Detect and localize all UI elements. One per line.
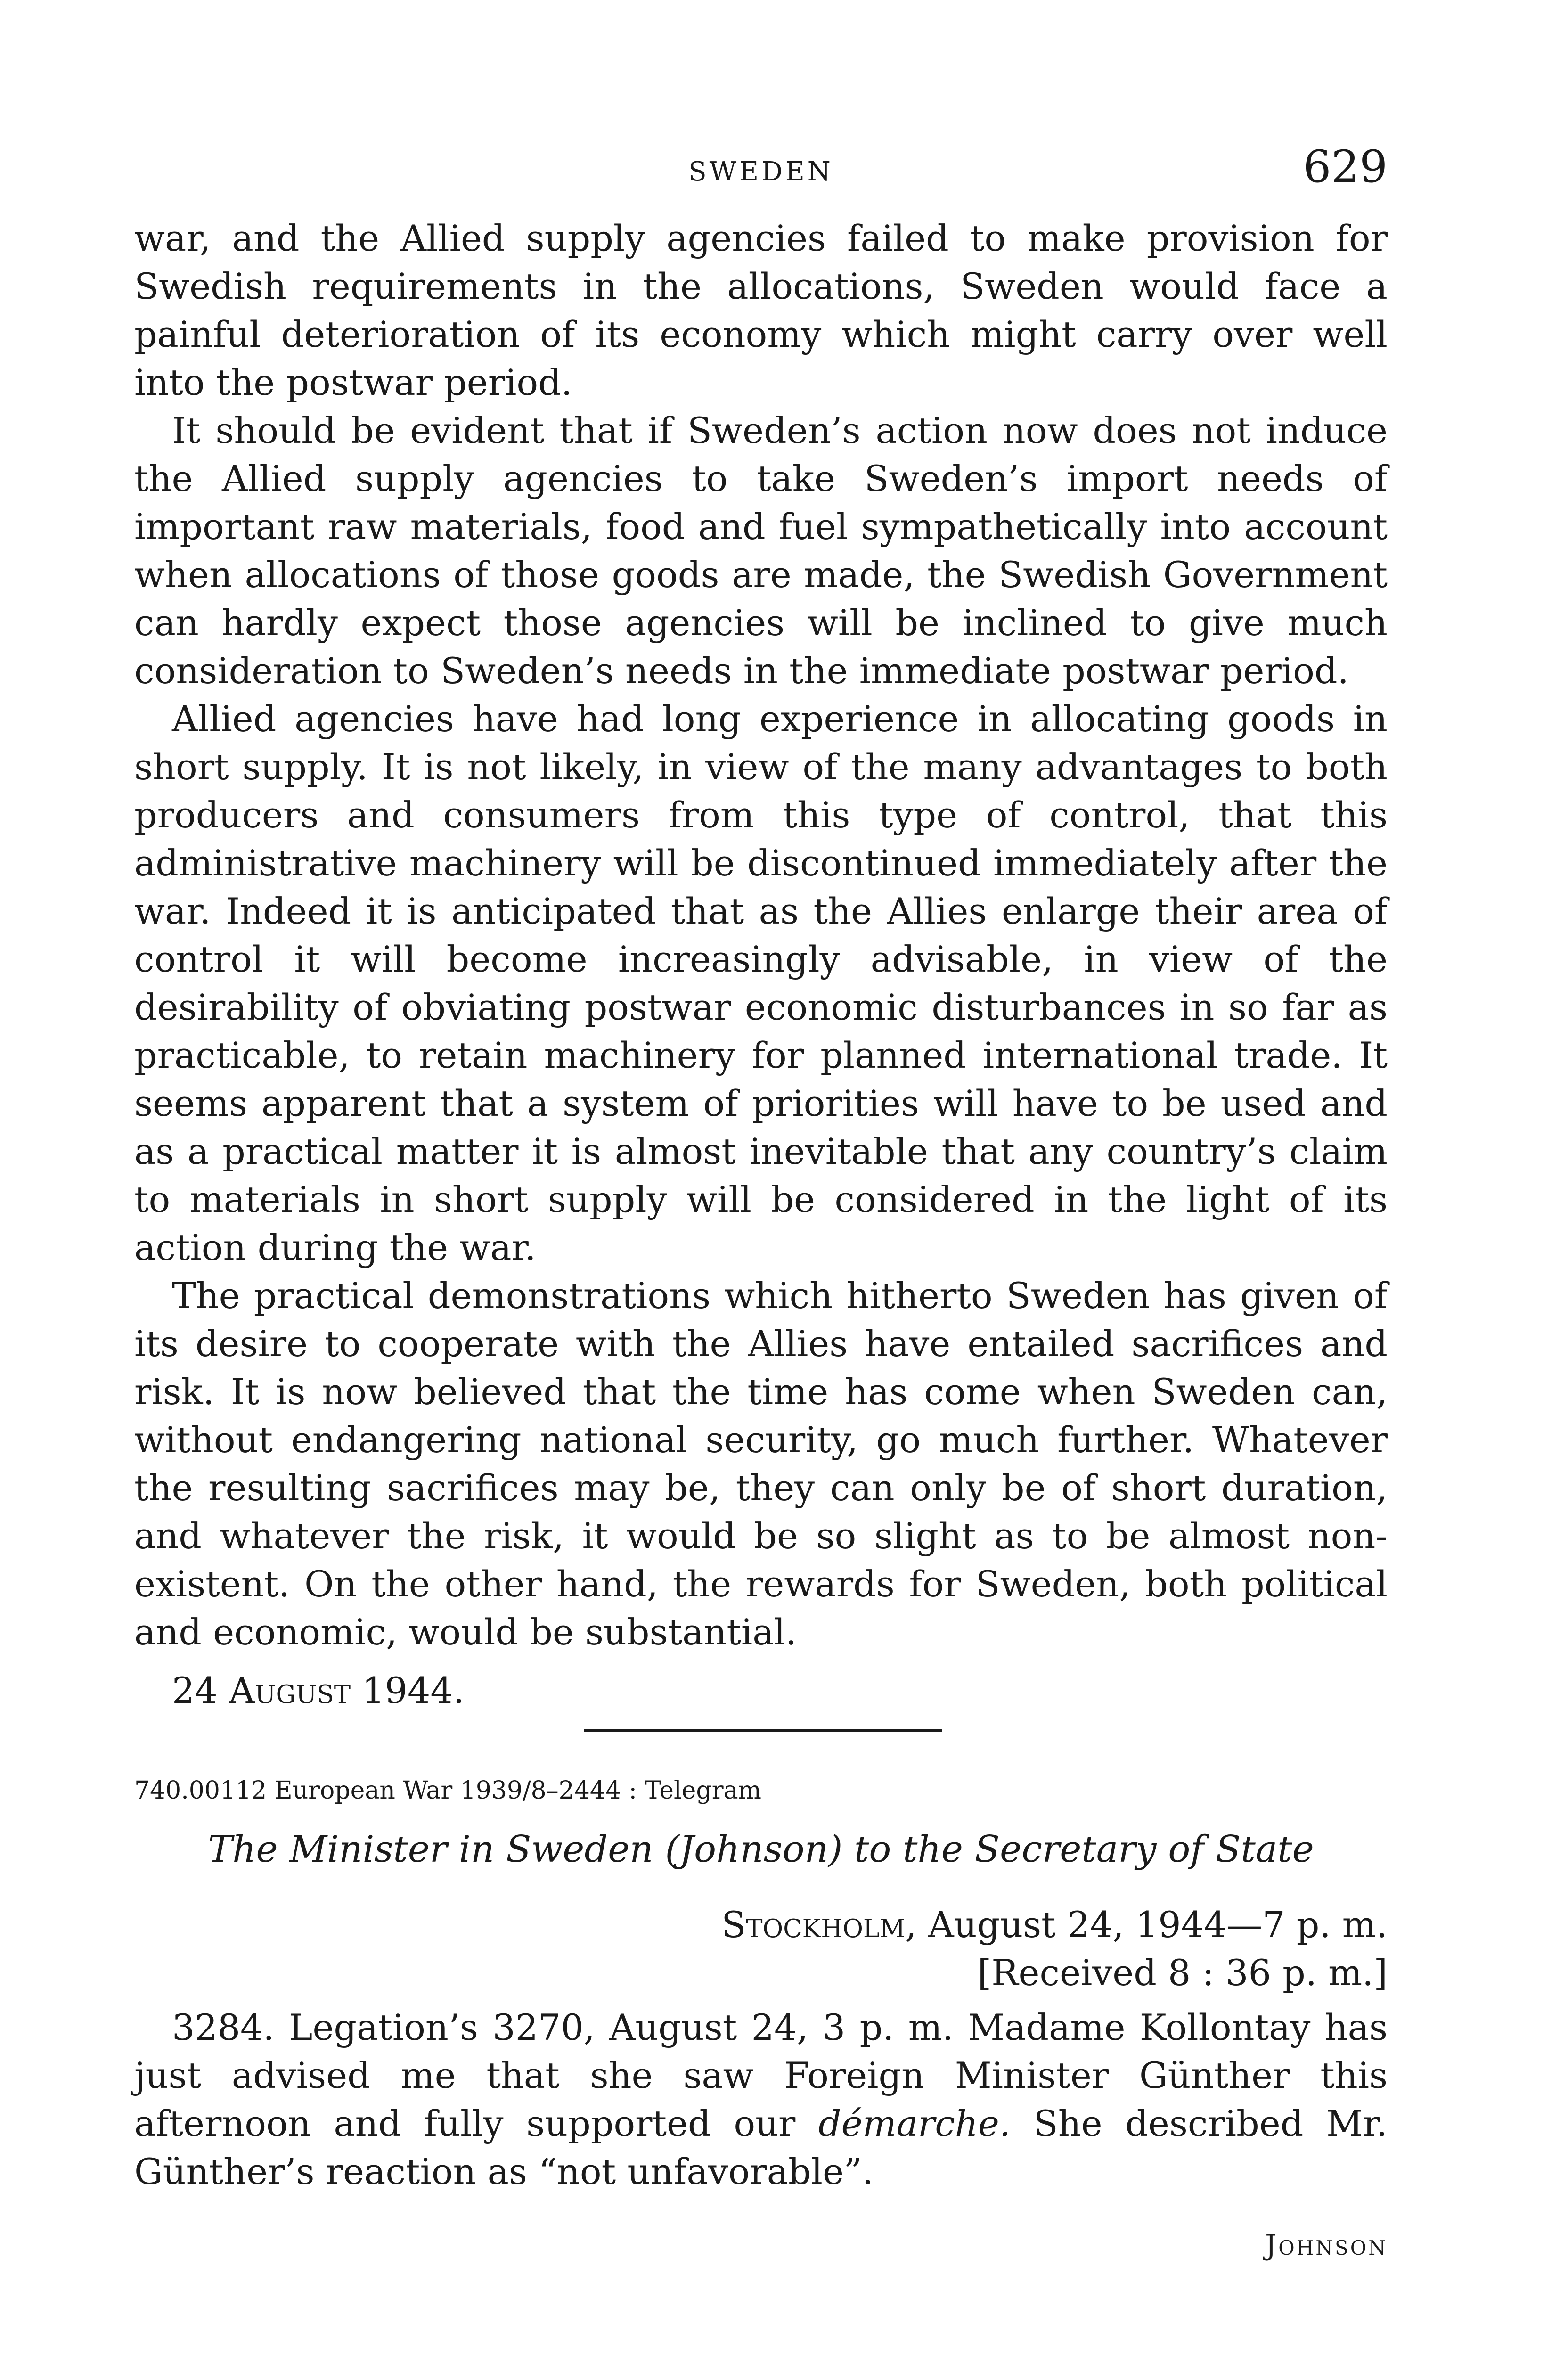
date-year: 1944. (362, 1669, 465, 1711)
telegram-body (134, 2004, 1388, 2196)
demarche-term: démarche. (818, 2102, 1011, 2144)
paragraph-swedish-action: It should be evident that if Sweden’s action now does not induce the Allied supply agencies to take Sweden’s import needs of important raw materials, food and fuel sympathetically into account when allocations of those goods are made, the Swedish Government can hardly expect those agencies will be inclined to give much consideration to Sweden’s needs in the immediate postwar period. (134, 409, 1388, 692)
memorandum-date (172, 1667, 1388, 1715)
section-divider (584, 1729, 942, 1732)
running-head: SWEDEN (688, 156, 833, 187)
page-header (134, 141, 1388, 203)
place-name: Stockholm, (721, 1904, 917, 1946)
telegram-document (134, 1776, 1388, 2262)
memorandum-body (134, 214, 1388, 1715)
telegram-dateline (134, 1901, 1388, 1949)
telegram-text-start: 3284. Legation’s 3270, August 24, 3 p. m. Madame Kollontay has just advised me that she saw Foreign Minister Günther this afternoon and fully supported our (134, 2006, 1388, 2144)
date-month: August (229, 1669, 351, 1711)
paragraph-practical-demonstrations: The practical demonstrations which hitherto Sweden has given of its desire to cooperate with the Allies have entailed sacrifices and risk. It is now believed that the time has come when Sweden can, without endangering national security, go much further. Whatever the resulting sacrifices may be, they can only be of short duration, and whatever the risk, it would be so slight as to be almost non-existent. On the other hand, the rewards for Sweden, both political and economic, would be substantial. (134, 1275, 1388, 1653)
signature: Johnson (1265, 2229, 1388, 2262)
sent-date: August 24, 1944—7 p. m. (928, 1904, 1388, 1946)
telegram-text-end: She described Mr. Günther’s reaction as “not unfavorable”. (134, 2102, 1388, 2192)
document-title: The Minister in Sweden (Johnson) to the Secretary of State (208, 1828, 1314, 1871)
page-number: 629 (1303, 141, 1388, 193)
received-time: [Received 8 : 36 p. m.] (977, 1952, 1388, 1994)
paragraph-continued: war, and the Allied supply agencies failed to make provision for Swedish requirements in the allocations, Sweden would face a painful deterioration of its economy which might carry over well into the postwar period. (134, 217, 1388, 403)
file-reference: 740.00112 European War 1939/8–2444 : Telegram (134, 1776, 761, 1805)
paragraph-allied-agencies: Allied agencies have had long experience in allocating goods in short supply. It is not likely, in view of the many advantages to both producers and consumers from this type of control, that this administrative machinery will be discontinued immediately after the war. Indeed it is anticipated that as the Allies enlarge their area of control it will become increasingly advisable, in view of the desirability of obviating postwar economic disturbances in so far as practicable, to retain machinery for planned international trade. It seems apparent that a system of priorities will have to be used and as a practical matter it is almost inevitable that any country’s claim to materials in short supply will be considered in the light of its action during the war. (134, 698, 1388, 1268)
date-day: 24 (172, 1669, 218, 1711)
